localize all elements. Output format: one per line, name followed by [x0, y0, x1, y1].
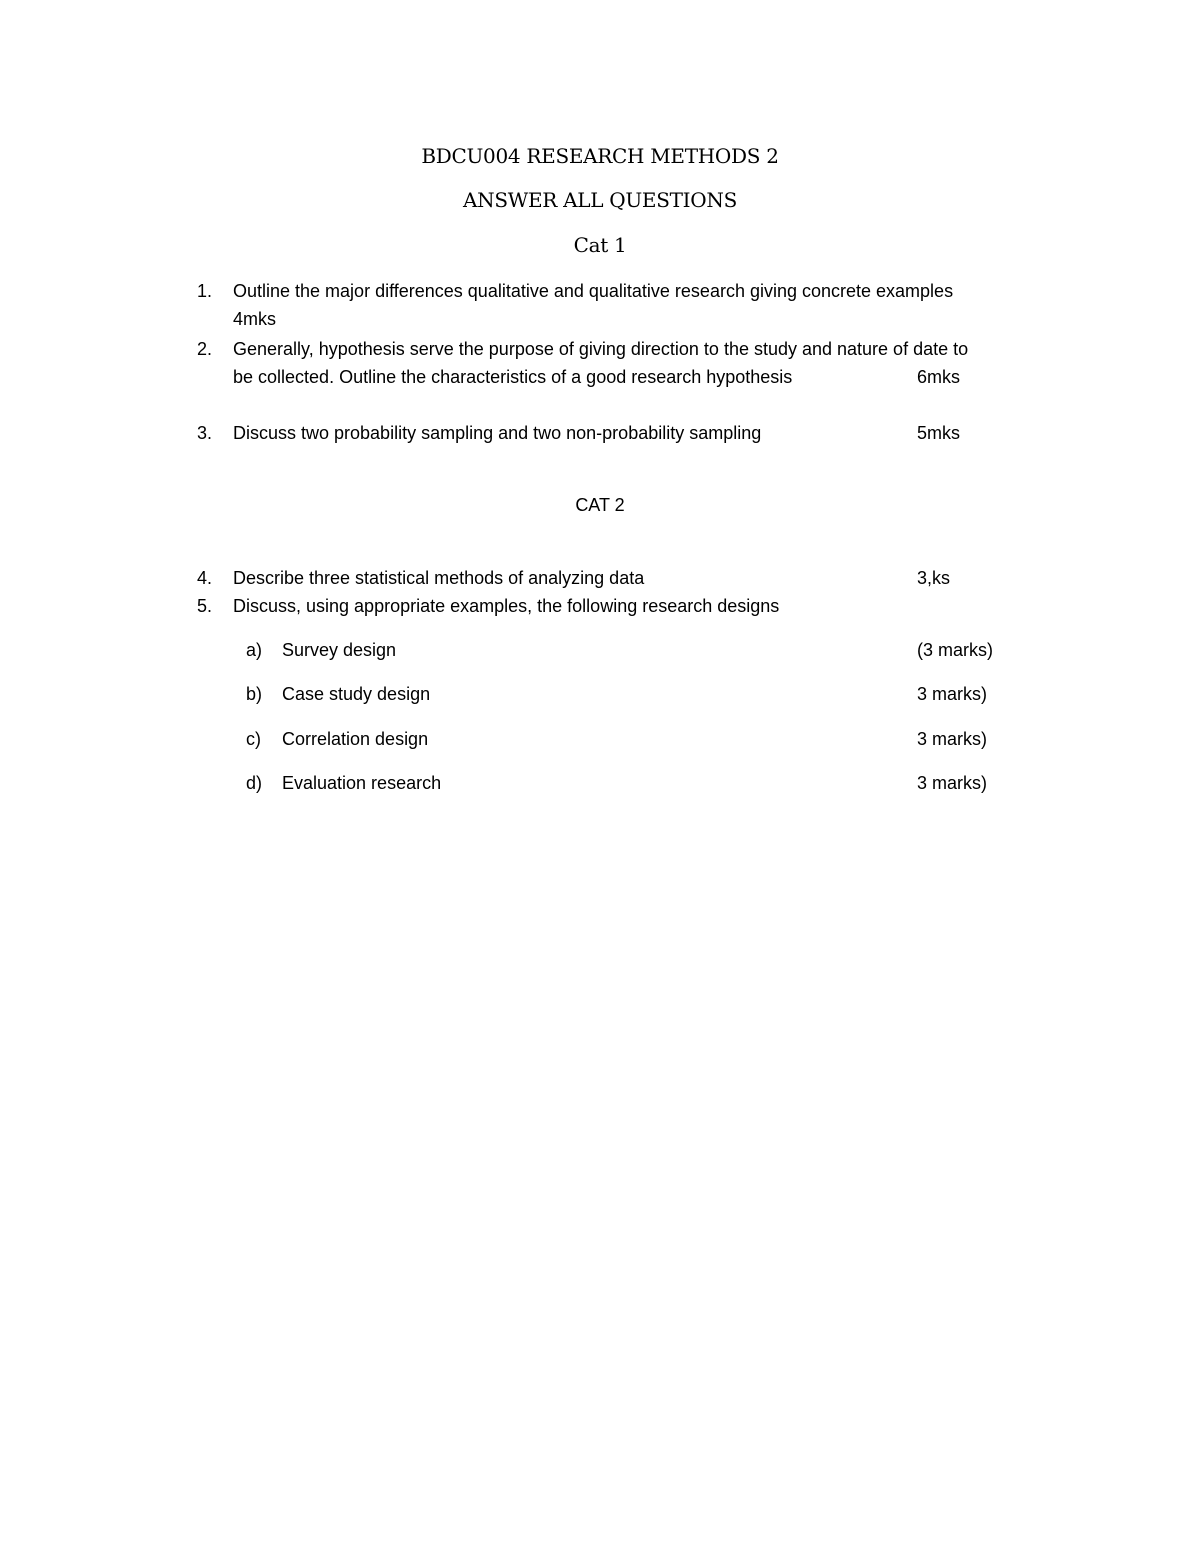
question-5-number: 5. — [197, 596, 213, 616]
question-2-number: 2. — [197, 339, 213, 359]
section-cat-1-heading: Cat 1 — [573, 233, 627, 257]
question-1-number: 1. — [197, 281, 213, 301]
instruction-heading: ANSWER ALL QUESTIONS — [463, 188, 737, 212]
section-cat-2-heading: CAT 2 — [575, 495, 625, 515]
subitem-b-marks: 3 marks) — [917, 684, 988, 704]
question-3-number: 3. — [197, 423, 213, 443]
question-3-marks: 5mks — [917, 423, 961, 443]
question-4-number: 4. — [197, 568, 213, 588]
question-2-marks: 6mks — [917, 367, 961, 387]
question-4-text: Describe three statistical methods of analyzing data — [233, 568, 645, 588]
subitem-b-text: Case study design — [282, 684, 431, 704]
subitem-c-text: Correlation design — [282, 729, 429, 749]
subitem-a-letter: a) — [246, 640, 263, 660]
question-2-text-line-1: Generally, hypothesis serve the purpose of giving direction to the study and nature of date to — [233, 339, 969, 359]
subitem-d-marks: 3 marks) — [917, 773, 988, 793]
subitem-d-text: Evaluation research — [282, 773, 442, 793]
question-1-text-line-2: 4mks — [233, 309, 277, 329]
subitem-c-letter: c) — [246, 729, 261, 749]
subitem-b-letter: b) — [246, 684, 263, 704]
subitem-a-text: Survey design — [282, 640, 397, 660]
subitem-c-marks: 3 marks) — [917, 729, 988, 749]
question-2-text-line-2: be collected. Outline the characteristics of a good research hypothesis — [233, 367, 793, 387]
question-4-marks: 3,ks — [917, 568, 951, 588]
question-5-text: Discuss, using appropriate examples, the following research designs — [233, 596, 780, 616]
question-1-text-line-1: Outline the major differences qualitative and qualitative research giving concrete examples — [233, 281, 954, 301]
question-3-text: Discuss two probability sampling and two non-probability sampling — [233, 423, 762, 443]
document-title: BDCU004 RESEARCH METHODS 2 — [421, 144, 779, 168]
subitem-d-letter: d) — [246, 773, 263, 793]
subitem-a-marks: (3 marks) — [917, 640, 993, 660]
